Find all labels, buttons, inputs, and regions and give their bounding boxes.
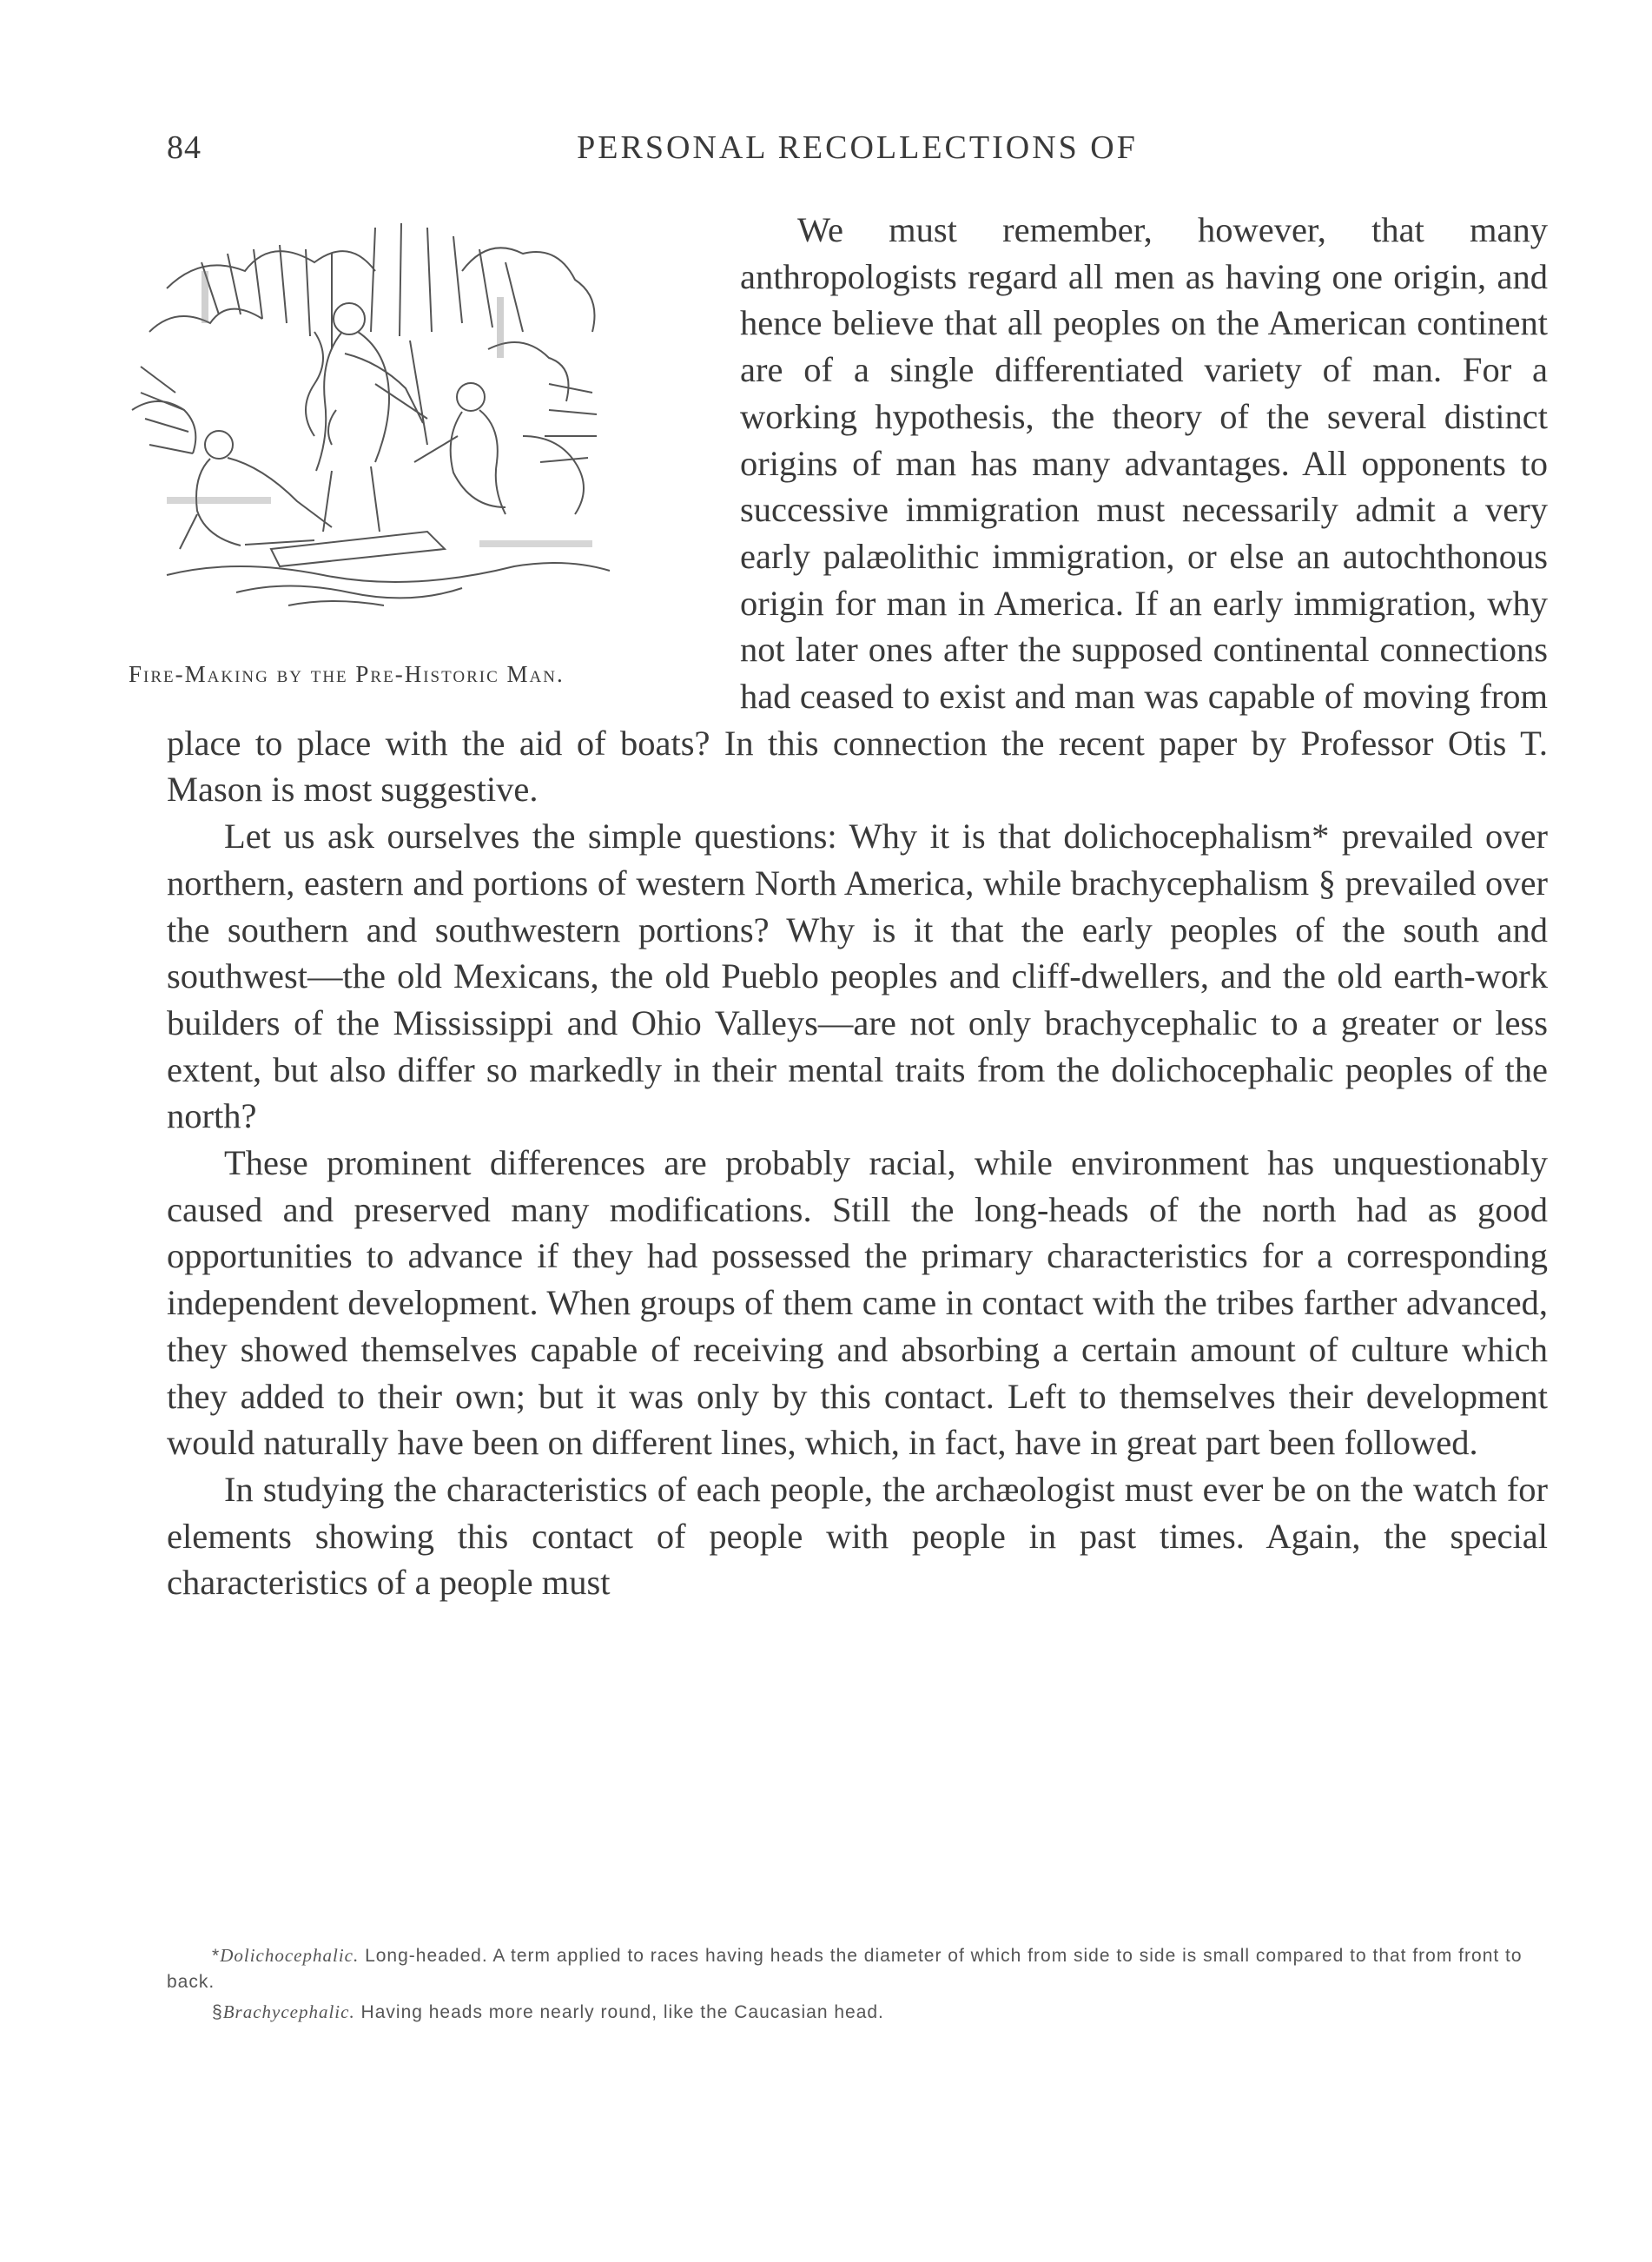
paragraph-3: These prominent differences are probably racial, while environment has unquestionably caused and preserved many modifications. Still the long-heads of the north had as good opportunities to advance if they had possessed the primary characteristics for a corresponding independent development. When groups of them came in contact with the tribes farther advanced, they showed themselves capable of receiving and absorbing a certain amount of culture which they added to their own; but it was only by this contact. Left to themselves their development would naturally have been on different lines, which, in fact, have in great part been followed. bbox=[167, 1143, 1548, 1463]
figure-caption: Fire-Making by the Pre-Historic Man. bbox=[129, 661, 565, 687]
footnote-dolichocephalic bbox=[167, 1942, 1548, 1995]
footnote-text: Having heads more nearly round, like the Caucasian head. bbox=[354, 2002, 884, 2022]
footnote-brachycephalic bbox=[167, 1999, 1548, 2026]
footnote-marker: § bbox=[212, 2002, 223, 2022]
footnote-marker: * bbox=[212, 1946, 221, 1966]
running-title: PERSONAL RECOLLECTIONS OF bbox=[577, 129, 1138, 166]
paragraph-1 bbox=[129, 207, 1548, 813]
body-text bbox=[129, 207, 1548, 1606]
footnote-text: Long-headed. A term applied to races having heads the diameter of which from side to side is small compared to that from front to back. bbox=[167, 1946, 1523, 1992]
footnotes bbox=[167, 1942, 1548, 2026]
paragraph-2: Let us ask ourselves the simple questions: Why it is that dolichocephalism* prevailed over northern, eastern and portions of western North America, while brachycephalism § prevailed over the southern and southwestern portions? Why is it that the early peoples of the south and southwest—the old Mexicans, the old Pueblo peoples and cliff-dwellers, and the old earth-work builders of the Mississippi and Ohio Valleys—are not only brachycephalic to a greater or less extent, but also differ so markedly in their mental traits from the dolichocephalic peoples of the north? bbox=[167, 817, 1548, 1136]
page-number: 84 bbox=[167, 129, 202, 166]
figure-fire-making bbox=[97, 210, 705, 705]
engraving-illustration-icon bbox=[115, 210, 688, 645]
footnote-term: Brachycephalic. bbox=[222, 2001, 355, 2022]
footnote-term: Dolichocephalic. bbox=[220, 1945, 360, 1966]
paragraph-1-text: We must remember, however, that many anthropologists regard all men as having one origin, and hence believe that all peoples on the American continent are of a single differentiated variety of man. For a working hypothesis, the theory of the several distinct origins of man has many advantages. All opponents to successive immigration must necessarily admit a very early palæolithic immigration, or else an autochthonous origin for man in America. If an early immigration, why not later ones after the supposed continental connections had ceased to exist and man was capable of moving from place to place with the aid of boats? In this connection the recent paper by Professor Otis T. Mason is most suggestive. bbox=[167, 210, 1548, 810]
paragraph-4: In studying the characteristics of each people, the archæologist must ever be on the watch for elements showing this contact of people with people in past times. Again, the special characteristics of a people must bbox=[167, 1469, 1548, 1603]
